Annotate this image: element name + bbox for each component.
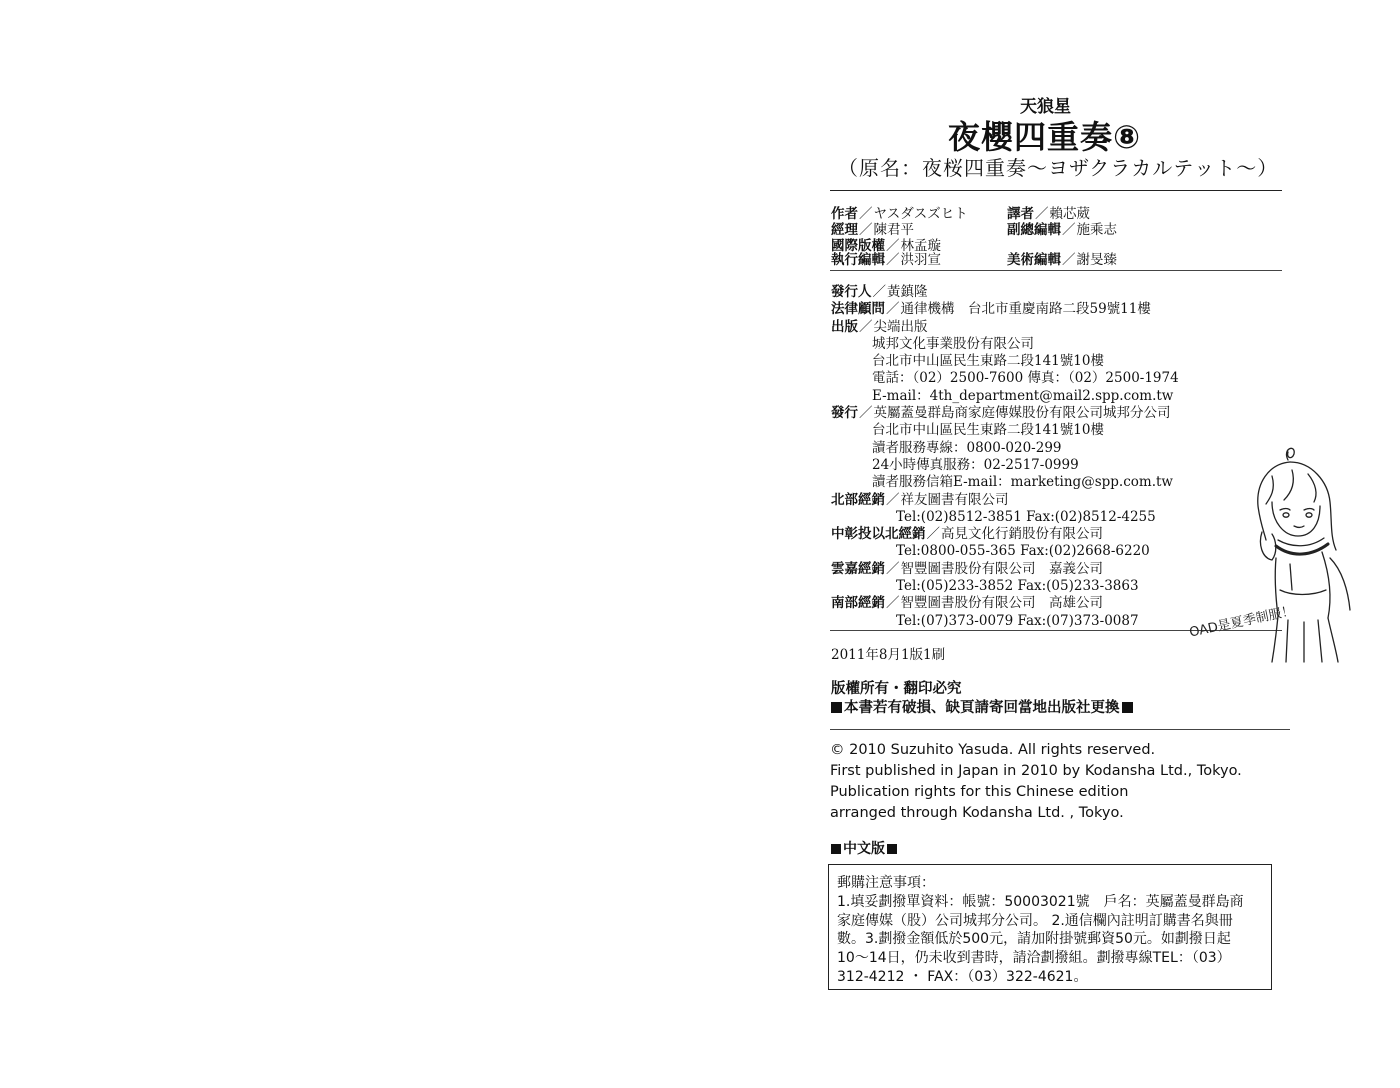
square-bullet-icon <box>887 844 897 854</box>
distribution-line: 讀者服務信箱E-mail：marketing@spp.com.tw <box>872 474 1173 491</box>
illustration-caption: OAD是夏季制服！ <box>1188 603 1296 641</box>
credit-exec-editor: 執行編輯／洪羽宣 <box>831 252 941 268</box>
mail-order-title: 郵購注意事項： <box>837 875 935 891</box>
distribution-row: 發行／英屬蓋曼群島商家庭傳媒股份有限公司城邦分公司 <box>831 405 1171 422</box>
square-bullet-icon <box>1122 702 1133 713</box>
chinese-edition-label: 中文版 <box>831 838 899 858</box>
chiayi-contact: Tel:(05)233-3852 Fax:(05)233-3863 <box>896 578 1139 595</box>
distribution-line: 台北市中山區民生東路二段141號10樓 <box>872 422 1104 439</box>
publisher-line: 城邦文化事業股份有限公司 <box>872 335 1034 352</box>
credit-deputy-editor: 副總編輯／施乘志 <box>1007 222 1117 238</box>
colophon-page <box>700 0 1400 1088</box>
north-contact: Tel:(02)8512-3851 Fax:(02)8512-4255 <box>896 508 1156 525</box>
divider <box>830 190 1282 191</box>
credit-author: 作者／ヤスダスズヒト <box>831 206 968 222</box>
square-bullet-icon <box>831 844 841 854</box>
chiayi-distributor: 雲嘉經銷／智豐圖書股份有限公司 嘉義公司 <box>831 560 1103 577</box>
distribution-line: 24小時傳真服務：02-2517-0999 <box>872 456 1079 473</box>
copyright-line: First published in Japan in 2010 by Kodansha Ltd., Tokyo. <box>830 763 1242 779</box>
credit-intl-rights: 國際版權／林孟璇 <box>831 238 941 254</box>
central-contact: Tel:0800-055-365 Fax:(02)2668-6220 <box>896 543 1150 560</box>
copyright-block <box>830 740 1242 824</box>
publishing-info <box>831 284 1179 630</box>
publisher-imprint: 天狼星 <box>1020 97 1071 117</box>
mail-order-notice <box>828 864 1272 990</box>
north-distributor: 北部經銷／祥友圖書有限公司 <box>831 491 1009 508</box>
publisher-line: 電話：（02）2500-7600 傳真：（02）2500-1974 <box>872 370 1179 387</box>
south-contact: Tel:(07)373-0079 Fax:(07)373-0087 <box>896 612 1139 629</box>
south-distributor: 南部經銷／智豐圖書股份有限公司 高雄公司 <box>831 595 1103 612</box>
mail-order-line: 數。3.劃撥金額低於500元，請加附掛號郵資50元。如劃撥日起 <box>837 931 1231 948</box>
issuer-row: 發行人／黃鎮隆 <box>831 284 928 300</box>
credit-manager: 經理／陳君平 <box>831 222 914 238</box>
copyright-line: Publication rights for this Chinese edition <box>830 784 1129 800</box>
rights-line-1: 版權所有・翻印必究 <box>831 681 962 697</box>
credit-art-editor: 美術編輯／謝旻臻 <box>1007 252 1117 268</box>
square-bullet-icon <box>831 702 842 713</box>
divider <box>830 729 1290 730</box>
publisher-row: 出版／尖端出版 <box>831 318 928 335</box>
original-title: （原名：夜桜四重奏～ヨザクラカルテット～） <box>838 156 1279 180</box>
mail-order-line: 1.填妥劃撥單資料：帳號：50003021號 戶名：英屬蓋曼群島商 <box>837 893 1244 910</box>
edition-date: 2011年8月1版1刷 <box>831 647 946 663</box>
divider <box>830 270 1282 271</box>
mail-order-line: 家庭傳媒（股）公司城邦分公司。 2.通信欄內註明訂購書名與冊 <box>837 912 1233 929</box>
copyright-line: © 2010 Suzuhito Yasuda. All rights reserved. <box>830 742 1156 758</box>
legal-row: 法律顧問／通律機構 台北市重慶南路二段59號11樓 <box>831 301 1151 318</box>
publisher-line: E-mail：4th_department@mail2.spp.com.tw <box>872 387 1174 404</box>
rights-line-2: 本書若有破損、缺頁請寄回當地出版社更換 <box>831 699 1135 718</box>
book-title: 夜櫻四重奏⑧ <box>948 118 1142 156</box>
character-illustration <box>1180 440 1375 665</box>
publisher-line: 台北市中山區民生東路二段141號10樓 <box>872 353 1104 370</box>
credit-translator: 譯者／賴芯葳 <box>1007 206 1090 222</box>
mail-order-line: 10～14日，仍未收到書時，請洽劃撥組。劃撥專線TEL：（03） <box>837 950 1231 967</box>
copyright-line: arranged through Kodansha Ltd. , Tokyo. <box>830 805 1124 821</box>
rights-notice <box>831 680 1135 718</box>
mail-order-line: 312-4212 ・ FAX：（03）322-4621。 <box>837 968 1088 985</box>
distribution-line: 讀者服務專線：0800-020-299 <box>872 439 1062 456</box>
central-distributor: 中彰投以北經銷／高見文化行銷股份有限公司 <box>831 526 1103 543</box>
